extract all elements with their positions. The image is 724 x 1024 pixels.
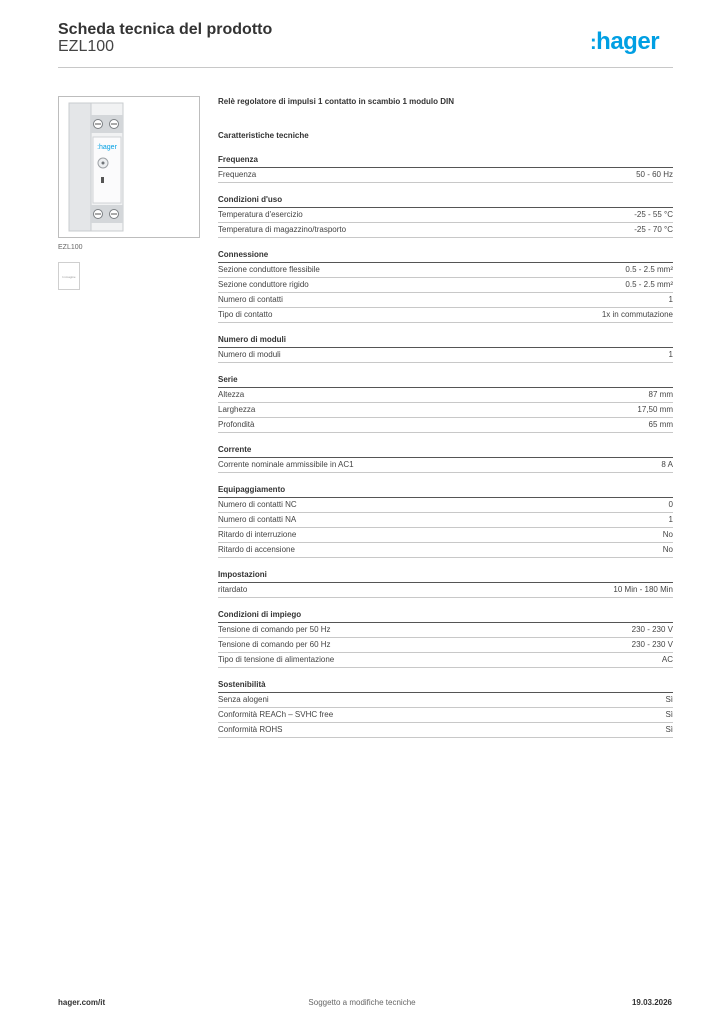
spec-label: Frequenza [218, 170, 257, 179]
spec-value: 65 mm [648, 420, 673, 429]
spec-value: 0 [668, 500, 673, 509]
spec-row [218, 583, 673, 598]
spec-label: Ritardo di accensione [218, 545, 295, 554]
hager-logo [590, 28, 659, 56]
spec-label: Temperatura d'esercizio [218, 210, 303, 219]
spec-label: Numero di contatti NA [218, 515, 297, 524]
spec-row [218, 638, 673, 653]
thumbnail-image: Immagine [58, 262, 80, 290]
spec-row [218, 693, 673, 708]
spec-value: 17,50 mm [637, 405, 673, 414]
spec-label: Sezione conduttore flessibile [218, 265, 320, 274]
spec-value: Sì [665, 710, 673, 719]
product-image-caption: EZL100 [58, 244, 83, 251]
spec-row [218, 263, 673, 278]
spec-label: Ritardo di interruzione [218, 530, 297, 539]
spec-row [218, 168, 673, 183]
spec-value: 1 [668, 295, 673, 304]
spec-label: ritardato [218, 585, 248, 594]
footer-date: 19.03.2026 [631, 998, 672, 1007]
spec-group-title: Connessione [218, 248, 673, 263]
page-title: Scheda tecnica del prodotto [58, 21, 273, 38]
footer-notice: Soggetto a modifiche tecniche [308, 998, 416, 1007]
spec-label: Corrente nominale ammissibile in AC1 [218, 460, 354, 469]
spec-group [218, 248, 673, 323]
spec-group [218, 483, 673, 558]
spec-row [218, 543, 673, 558]
spec-group [218, 373, 673, 433]
spec-row [218, 528, 673, 543]
spec-group-title: Equipaggiamento [218, 483, 673, 498]
spec-row [218, 723, 673, 738]
spec-row [218, 348, 673, 363]
product-description: Relè regolatore di impulsi 1 contatto in scambio 1 modulo DIN [218, 97, 455, 106]
spec-label: Numero di contatti NC [218, 500, 297, 509]
logo-text: hager [596, 28, 660, 55]
spec-group [218, 678, 673, 738]
svg-text::hager: :hager [97, 144, 117, 151]
logo-colon-icon: : [590, 32, 597, 54]
spec-value: 50 - 60 Hz [636, 170, 673, 179]
spec-row [218, 388, 673, 403]
spec-value: 87 mm [648, 390, 673, 399]
spec-value: AC [661, 655, 673, 664]
spec-value: 230 - 230 V [631, 625, 673, 634]
spec-row [218, 458, 673, 473]
product-image [58, 96, 200, 238]
spec-value: Sì [665, 725, 673, 734]
spec-row [218, 278, 673, 293]
spec-value: -25 - 70 °C [634, 225, 673, 234]
spec-row [218, 708, 673, 723]
spec-group [218, 608, 673, 668]
spec-value: No [662, 530, 673, 539]
spec-row [218, 208, 673, 223]
spec-group-title: Frequenza [218, 153, 673, 168]
spec-value: 1x in commutazione [601, 310, 673, 319]
spec-group-title: Impostazioni [218, 568, 673, 583]
spec-label: Altezza [218, 390, 245, 399]
spec-group-title: Condizioni d'uso [218, 193, 673, 208]
spec-value: 1 [668, 350, 673, 359]
spec-value: 0.5 - 2.5 mm² [625, 280, 673, 289]
din-relay-icon [59, 97, 199, 237]
spec-row [218, 653, 673, 668]
spec-group [218, 333, 673, 363]
product-code: EZL100 [58, 38, 115, 55]
spec-group [218, 193, 673, 238]
spec-group-title: Corrente [218, 443, 673, 458]
spec-value: 1 [668, 515, 673, 524]
spec-group [218, 568, 673, 598]
spec-row [218, 293, 673, 308]
spec-label: Profondità [218, 420, 255, 429]
spec-value: 10 Min - 180 Min [613, 585, 673, 594]
spec-row [218, 308, 673, 323]
spec-label: Tensione di comando per 50 Hz [218, 625, 331, 634]
spec-group-title: Condizioni di impiego [218, 608, 673, 623]
spec-label: Sezione conduttore rigido [218, 280, 309, 289]
spec-group-title: Numero di moduli [218, 333, 673, 348]
spec-value: 0.5 - 2.5 mm² [625, 265, 673, 274]
spec-row [218, 513, 673, 528]
spec-group [218, 443, 673, 473]
spec-group-title: Serie [218, 373, 673, 388]
spec-label: Conformità ROHS [218, 725, 283, 734]
spec-label: Larghezza [218, 405, 256, 414]
spec-value: 8 A [661, 460, 673, 469]
specifications-table [218, 153, 673, 748]
spec-label: Numero di contatti [218, 295, 283, 304]
spec-value: 230 - 230 V [631, 640, 673, 649]
header-divider [58, 67, 673, 68]
spec-group-title: Sostenibilità [218, 678, 673, 693]
spec-label: Temperatura di magazzino/trasporto [218, 225, 347, 234]
spec-label: Tipo di contatto [218, 310, 273, 319]
spec-row [218, 623, 673, 638]
spec-label: Senza alogeni [218, 695, 269, 704]
spec-row [218, 418, 673, 433]
spec-group [218, 153, 673, 183]
spec-row [218, 403, 673, 418]
spec-label: Tipo di tensione di alimentazione [218, 655, 335, 664]
spec-value: No [662, 545, 673, 554]
spec-label: Tensione di comando per 60 Hz [218, 640, 331, 649]
spec-value: Sì [665, 695, 673, 704]
spec-label: Numero di moduli [218, 350, 281, 359]
spec-row [218, 498, 673, 513]
section-heading: Caratteristiche tecniche [218, 131, 309, 140]
spec-label: Conformità REACh – SVHC free [218, 710, 334, 719]
spec-value: -25 - 55 °C [634, 210, 673, 219]
spec-row [218, 223, 673, 238]
footer-website: hager.com/it [58, 998, 106, 1007]
